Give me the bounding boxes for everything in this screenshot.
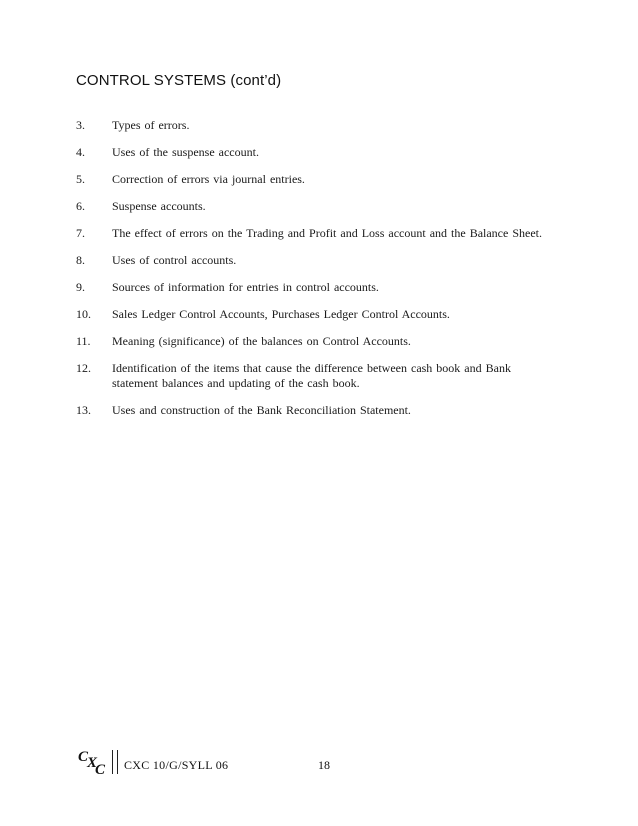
- item-number: 5.: [76, 172, 85, 186]
- list-item: [76, 361, 546, 391]
- item-number: 11.: [76, 334, 91, 348]
- svg-text:C: C: [95, 762, 106, 776]
- item-number: 13.: [76, 403, 91, 417]
- item-text: Identification of the items that cause the difference between cash book and Bank statement balances and updating of the cash book.: [112, 361, 511, 390]
- item-text: Meaning (significance) of the balances on Control Accounts.: [112, 334, 411, 348]
- svg-text:C: C: [78, 749, 89, 765]
- item-number: 3.: [76, 118, 85, 132]
- list-item: [76, 253, 546, 268]
- item-text: Uses of the suspense account.: [112, 145, 259, 159]
- page-footer: [78, 748, 378, 778]
- item-number: 7.: [76, 226, 85, 240]
- list-item: [76, 145, 546, 160]
- item-text: Uses and construction of the Bank Reconciliation Statement.: [112, 403, 411, 417]
- cxc-logo: [78, 748, 110, 776]
- list-item: [76, 118, 546, 133]
- topic-list: [76, 118, 546, 430]
- item-text: Types of errors.: [112, 118, 190, 132]
- section-heading: CONTROL SYSTEMS (cont’d): [76, 72, 282, 89]
- item-text: The effect of errors on the Trading and Profit and Loss account and the Balance Sheet.: [112, 226, 542, 240]
- item-number: 9.: [76, 280, 85, 294]
- item-text: Correction of errors via journal entries.: [112, 172, 305, 186]
- list-item: [76, 403, 546, 418]
- page-number: 18: [318, 758, 330, 772]
- item-number: 6.: [76, 199, 85, 213]
- item-text: Suspense accounts.: [112, 199, 206, 213]
- svg-text:X: X: [87, 755, 98, 771]
- item-number: 8.: [76, 253, 85, 267]
- item-text: Uses of control accounts.: [112, 253, 237, 267]
- item-text: Sales Ledger Control Accounts, Purchases Ledger Control Accounts.: [112, 307, 450, 321]
- item-number: 4.: [76, 145, 85, 159]
- item-text: Sources of information for entries in control accounts.: [112, 280, 379, 294]
- footer-divider: [112, 750, 118, 774]
- list-item: [76, 334, 546, 349]
- list-item: [76, 280, 546, 295]
- item-number: 10.: [76, 307, 91, 321]
- list-item: [76, 307, 546, 322]
- item-number: 12.: [76, 361, 91, 375]
- list-item: [76, 172, 546, 187]
- syllabus-code: CXC 10/G/SYLL 06: [124, 758, 229, 772]
- list-item: [76, 226, 546, 241]
- list-item: [76, 199, 546, 214]
